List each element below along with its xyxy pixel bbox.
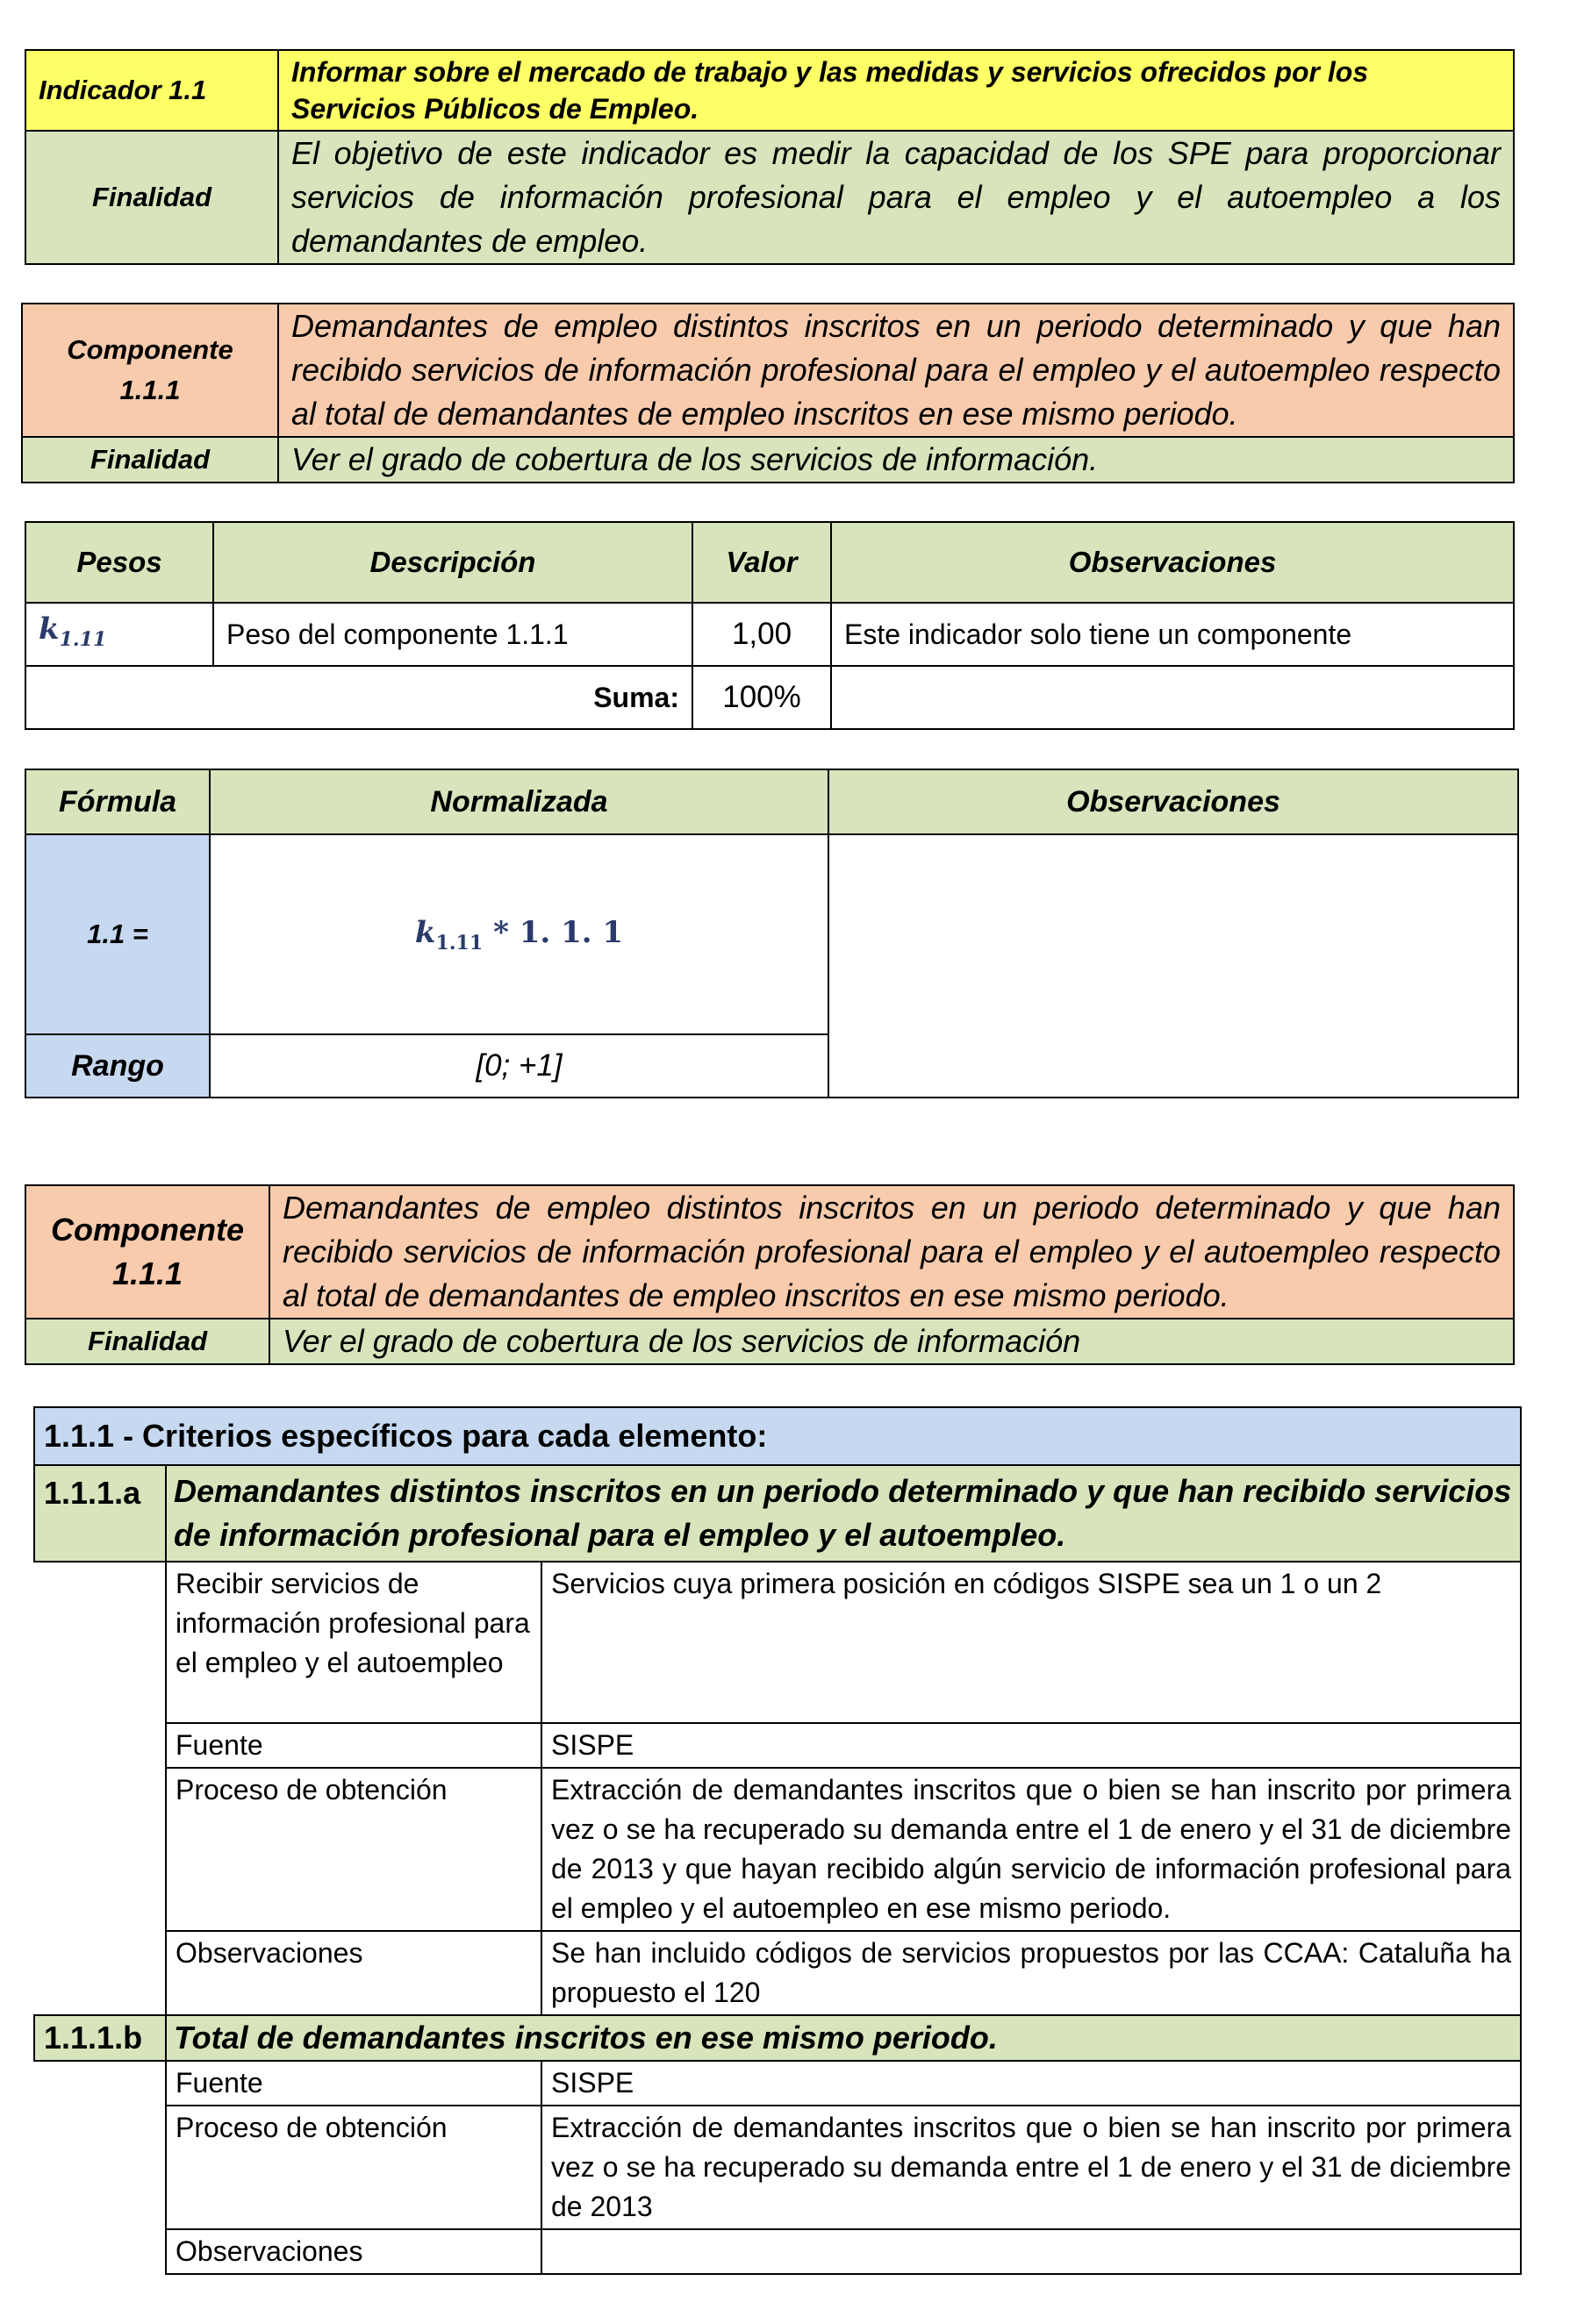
- criteria-b-spacer: [34, 2061, 166, 2106]
- formula-observations: [828, 834, 1518, 1098]
- weights-header-descripcion: Descripción: [213, 522, 692, 603]
- criteria-a-row-1-label: Fuente: [166, 1723, 541, 1768]
- weights-sum-empty: [831, 666, 1514, 729]
- formula-header-observaciones: Observaciones: [828, 769, 1518, 834]
- component-summary-table: [21, 303, 1515, 483]
- criteria-title: 1.1.1 - Criterios específicos para cada elemento:: [34, 1407, 1521, 1465]
- formula-table: [25, 769, 1519, 1098]
- criteria-b-spacer-2: [34, 2106, 166, 2229]
- criteria-a-spacer-2: [34, 1723, 166, 1768]
- criteria-b-title: Total de demandantes inscritos en ese mismo periodo.: [166, 2015, 1521, 2061]
- indicator-purpose-label: Finalidad: [25, 131, 278, 264]
- indicator-purpose-text: El objetivo de este indicador es medir la capacidad de los SPE para proporcionar servicios de información profesional para el empleo y el autoempleo a los demandantes de empleo.: [278, 131, 1514, 264]
- component-summary-purpose-label: Finalidad: [22, 437, 278, 483]
- component-detail-text: Demandantes de empleo distintos inscritos en un periodo determinado y que han recibido servicios de información profesional para el empleo y el autoempleo respecto al total de demandantes de empleo inscritos en ese mismo periodo.: [269, 1185, 1514, 1319]
- weights-row-description: Peso del componente 1.1.1: [213, 603, 692, 666]
- criteria-a-spacer-4: [34, 1931, 166, 2015]
- criteria-a-row-1-value: SISPE: [541, 1723, 1521, 1768]
- weights-table: [25, 521, 1515, 730]
- criteria-a-code: 1.1.1.a: [34, 1465, 166, 1562]
- weights-header-valor: Valor: [692, 522, 831, 603]
- criteria-b-code: 1.1.1.b: [34, 2015, 166, 2061]
- formula-lhs: 1.1 =: [25, 834, 210, 1034]
- weights-row-observation: Este indicador solo tiene un componente: [831, 603, 1514, 666]
- criteria-a-row-3-label: Observaciones: [166, 1931, 541, 2015]
- criteria-b-row-1-label: Proceso de obtención: [166, 2106, 541, 2229]
- formula-range-value: [0; +1]: [210, 1034, 828, 1098]
- criteria-table: [33, 1406, 1522, 2275]
- component-detail-purpose-label: Finalidad: [25, 1319, 269, 1364]
- criteria-b-row-0-label: Fuente: [166, 2061, 541, 2106]
- criteria-b-spacer-3: [34, 2229, 166, 2274]
- formula-header-formula: Fórmula: [25, 769, 210, 834]
- component-detail-purpose-text: Ver el grado de cobertura de los servicios de información: [269, 1319, 1514, 1364]
- weights-row-symbol: $k_{1.11}$: [25, 603, 213, 666]
- indicator-table: [25, 49, 1515, 265]
- indicator-label: Indicador 1.1: [25, 50, 278, 131]
- criteria-a-spacer: [34, 1562, 166, 1723]
- formula-header-normalizada: Normalizada: [210, 769, 828, 834]
- component-detail-table: [25, 1184, 1515, 1365]
- weights-header-pesos: Pesos: [25, 522, 213, 603]
- formula-range-label: Rango: [25, 1034, 210, 1098]
- criteria-a-row-3-value: Se han incluido códigos de servicios propuestos por las CCAA: Cataluña ha propuesto el 120: [541, 1931, 1521, 2015]
- weights-row-value: 1,00: [692, 603, 831, 666]
- criteria-a-spacer-3: [34, 1768, 166, 1931]
- component-summary-text: Demandantes de empleo distintos inscritos en un periodo determinado y que han recibido servicios de información profesional para el empleo y el autoempleo respecto al total de demandantes de empleo inscritos en ese mismo periodo.: [278, 304, 1514, 437]
- criteria-b-row-1-value: Extracción de demandantes inscritos que o bien se han inscrito por primera vez o se ha recuperado su demanda entre el 1 de enero y el 31 de diciembre de 2013: [541, 2106, 1521, 2229]
- component-detail-label: Componente 1.1.1: [25, 1185, 269, 1319]
- criteria-b-row-2-value: [541, 2229, 1521, 2274]
- weights-sum-value: 100%: [692, 666, 831, 729]
- criteria-a-title: Demandantes distintos inscritos en un periodo determinado y que han recibido servicios de información profesional para el empleo y el autoempleo.: [166, 1465, 1521, 1562]
- formula-rhs: $k_{1.11} * 1$. 1. 1: [210, 834, 828, 1034]
- criteria-b-row-2-label: Observaciones: [166, 2229, 541, 2274]
- weights-sum-label: Suma:: [25, 666, 692, 729]
- component-summary-purpose-text: Ver el grado de cobertura de los servicios de información.: [278, 437, 1514, 483]
- criteria-b-row-0-value: SISPE: [541, 2061, 1521, 2106]
- component-summary-label: Componente 1.1.1: [22, 304, 278, 437]
- criteria-a-row-2-value: Extracción de demandantes inscritos que o bien se han inscrito por primera vez o se ha recuperado su demanda entre el 1 de enero y el 31 de diciembre de 2013 y que hayan recibido algún servicio de información profesional para el empleo y el autoempleo en ese mismo periodo.: [541, 1768, 1521, 1931]
- indicator-title: Informar sobre el mercado de trabajo y las medidas y servicios ofrecidos por los Servicios Públicos de Empleo.: [278, 50, 1514, 131]
- weights-header-observaciones: Observaciones: [831, 522, 1514, 603]
- criteria-a-row-0-label: Recibir servicios de información profesional para el empleo y el autoempleo: [166, 1562, 541, 1723]
- criteria-a-row-2-label: Proceso de obtención: [166, 1768, 541, 1931]
- criteria-a-row-0-value: Servicios cuya primera posición en códigos SISPE sea un 1 o un 2: [541, 1562, 1521, 1723]
